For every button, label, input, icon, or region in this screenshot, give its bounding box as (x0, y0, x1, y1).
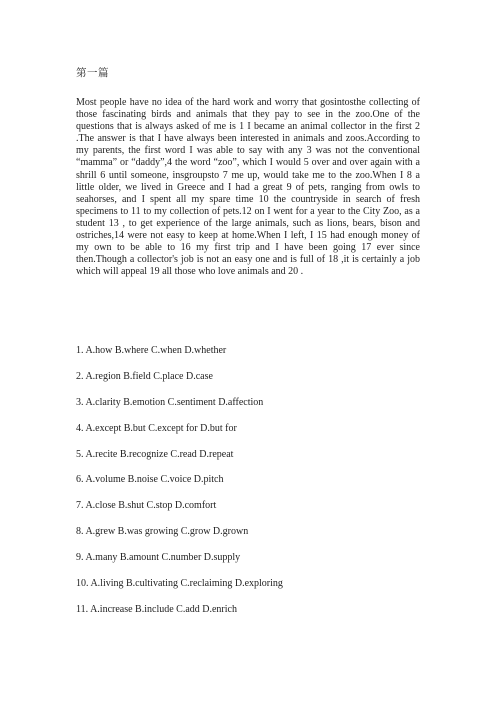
question-item: 9. A.many B.amount C.number D.supply (76, 552, 241, 564)
question-item: 3. A.clarity B.emotion C.sentiment D.affection (76, 396, 264, 408)
question-item: 2. A.region B.field C.place D.case (76, 370, 213, 382)
question-item: 10. A.living B.cultivating C.reclaiming D.exploring (76, 578, 283, 590)
question-item: 4. A.except B.but C.except for D.but for (76, 422, 237, 434)
question-item: 8. A.grew B.was growing C.grow D.grown (76, 526, 249, 538)
question-item: 1. A.how B.where C.when D.whether (76, 345, 227, 356)
section-title: 第一篇 (76, 67, 109, 79)
question-list (76, 344, 420, 629)
cloze-passage: Most people have no idea of the hard work and worry that gosintosthe collecting of those fascinating birds and animals that they pay to see in the zoo.One of the questions that is always asked of me is 1 I became an animal collector in the first 2 .The answer is that I have always been interested in animals and zoos.According to my parents, the first word I was able to say with any 3 was not the conventional “mamma” or “daddy”,4 the word “zoo”, which I would 5 over and over again with a shrill 6 until someone, insgroupsto 7 me up, would take me to the zoo.When I 8 a little older, we lived in Greece and I had a great 9 of pets, ranging from owls to seahorses, and I spent all my spare time 10 the countryside in search of fresh specimens to 11 to my collection of pets.12 on I went for a year to the City Zoo, as a student 13 , to get experience of the large animals, such as lions, bears, bison and ostriches,14 were not easy to keep at home.When I left, I 15 had enough money of my own to be able to 16 my first trip and I have been going 17 ever since then.Though a collector's job is not an easy one and is full of 18 ,it is certainly a job which will appeal 19 all those who love animals and 20 . (76, 97, 420, 278)
question-item: 11. A.increase B.include C.add D.enrich (76, 603, 237, 615)
question-item: 6. A.volume B.noise C.voice D.pitch (76, 474, 224, 486)
question-item: 5. A.recite B.recognize C.read D.repeat (76, 448, 234, 460)
question-item: 7. A.close B.shut C.stop D.comfort (76, 500, 217, 512)
